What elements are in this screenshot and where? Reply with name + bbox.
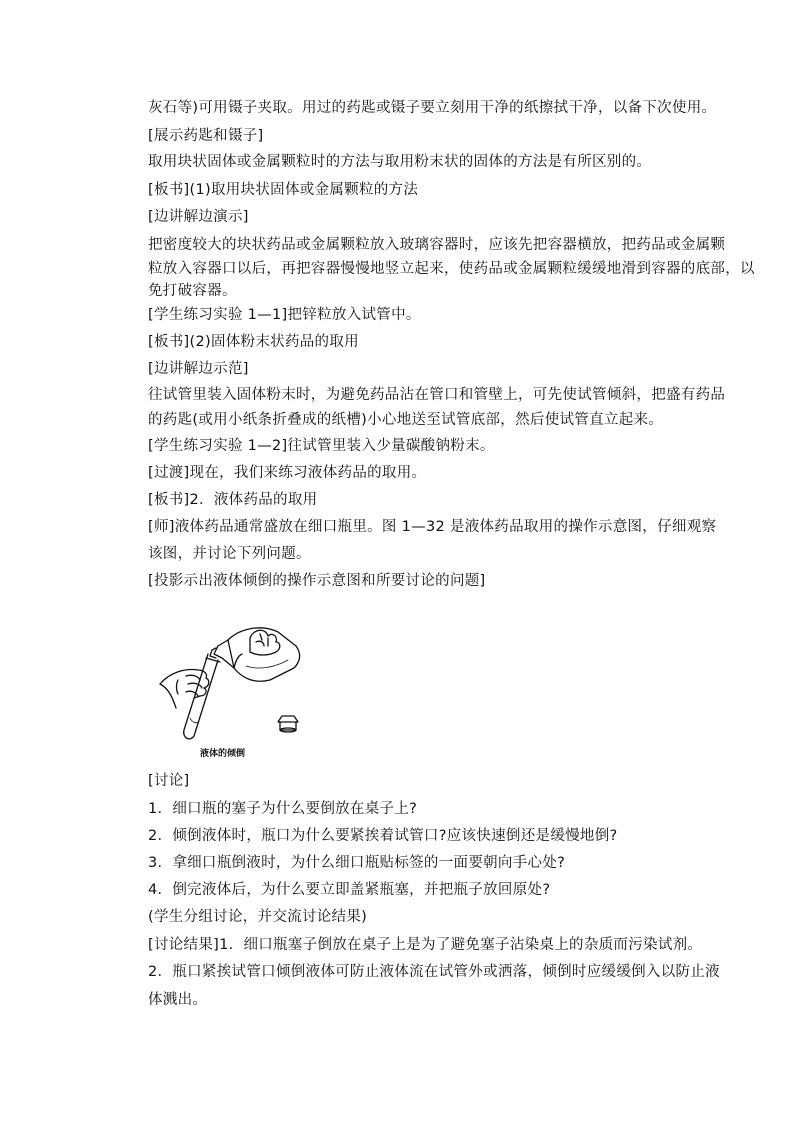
text-line: [讨论] xyxy=(148,773,190,789)
result-item: 2．瓶口紧挨试管口倾倒液体可防止液体流在试管外或洒落，倾倒时应缓缓倒入以防止液 xyxy=(148,964,720,980)
text-line: [边讲解边演示] xyxy=(148,209,249,225)
text-line: 灰石等)可用镊子夹取。用过的药匙或镊子要立刻用干净的纸擦拭干净，以备下次使用。 xyxy=(148,100,717,116)
text-line: (学生分组讨论，并交流讨论结果) xyxy=(148,909,368,925)
question-item: 1．细口瓶的塞子为什么要倒放在桌子上? xyxy=(148,801,418,817)
text-line: [展示药匙和镊子] xyxy=(148,128,264,144)
text-line: [师]液体药品通常盛放在细口瓶里。图 1—32 是液体药品取用的操作示意图，仔细观察 xyxy=(148,519,717,535)
text-line: [板书]2．液体药品的取用 xyxy=(148,492,318,508)
liquid-pouring-illustration xyxy=(150,598,310,758)
question-item: 3．拿细口瓶倒液时，为什么细口瓶贴标签的一面要朝向手心处? xyxy=(148,855,566,871)
text-line: [过渡]现在，我们来练习液体药品的取用。 xyxy=(148,465,427,481)
text-line: [板书](1)取用块状固体或金属颗粒的方法 xyxy=(148,182,419,198)
text-line: [板书](2)固体粉末状药品的取用 xyxy=(148,334,359,350)
paragraph-line: 的药匙(或用小纸条折叠成的纸槽)小心地送至试管底部，然后使试管直立起来。 xyxy=(148,412,664,428)
bottle-body xyxy=(228,628,300,681)
paragraph-line: 免打破容器。 xyxy=(148,283,237,299)
text-line: 取用块状固体或金属颗粒时的方法与取用粉末状的固体的方法是有所区别的。 xyxy=(148,154,652,170)
question-item: 2．倾倒液体时，瓶口为什么要紧挨着试管口?应该快速倒还是缓慢地倒? xyxy=(148,828,618,844)
text-line: [边讲解边示范] xyxy=(148,361,249,377)
paragraph-line: 把密度较大的块状药品或金属颗粒放入玻璃容器时，应该先把容器横放，把药品或金属颗 xyxy=(148,237,726,253)
text-line: 该图，并讨论下列问题。 xyxy=(148,546,311,562)
result-item: [讨论结果]1．细口瓶塞子倒放在桌子上是为了避免塞子沾染桌上的杂质而污染试剂。 xyxy=(148,937,703,953)
question-item: 4．倒完液体后，为什么要立即盖紧瓶塞，并把瓶子放回原处? xyxy=(148,882,551,898)
bottle-stopper xyxy=(278,716,298,722)
paragraph-line: 往试管里装入固体粉末时，为避免药品沾在管口和管壁上，可先使试管倾斜，把盛有药品 xyxy=(148,387,726,403)
figure-caption: 液体的倾倒 xyxy=(200,749,246,759)
result-item: 体溅出。 xyxy=(148,992,208,1008)
text-line: [学生练习实验 1—2]往试管里装入少量碳酸钠粉末。 xyxy=(148,438,495,454)
paragraph-line: 粒放入容器口以后，再把容器慢慢地竖立起来，使药品或金属颗粒缓缓地滑到容器的底部，以 xyxy=(148,261,755,277)
text-line: [学生练习实验 1—1]把锌粒放入试管中。 xyxy=(148,307,421,323)
text-line: [投影示出液体倾倒的操作示意图和所要讨论的问题] xyxy=(148,573,486,589)
